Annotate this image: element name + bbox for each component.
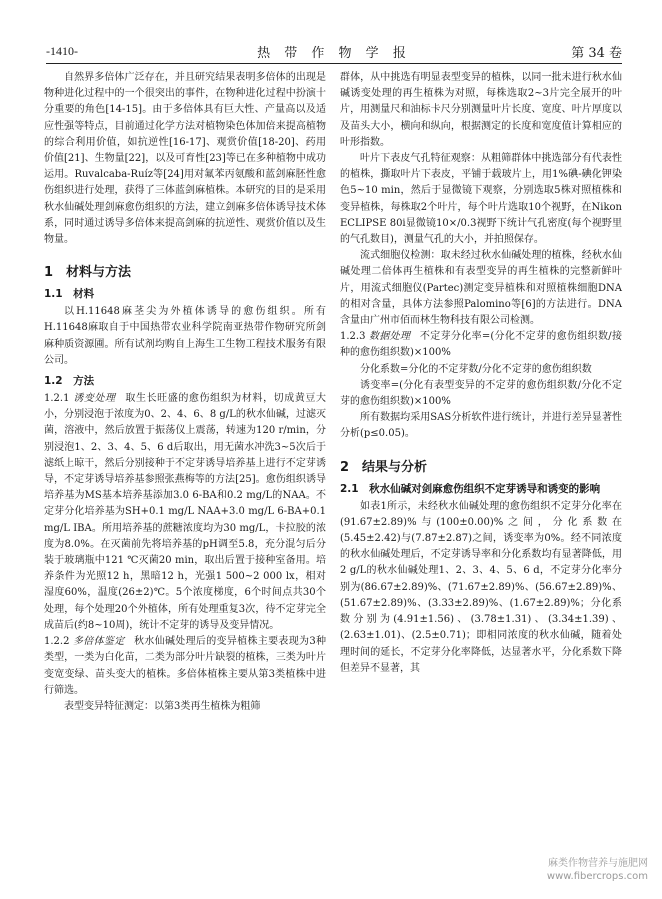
journal-title: 热 带 作 物 学 报 (257, 46, 411, 61)
header-rule (46, 63, 622, 64)
subsection-1-2-3 (340, 329, 622, 361)
subsection-1-2-1-number: 1.2.1 (44, 393, 70, 405)
page-number: -1410- (46, 44, 78, 58)
differentiation-coefficient-formula: 分化系数=分化的不定芽数/分化不定芽的愈伤组织数 (360, 363, 592, 375)
subsection-1-2-1-title: 诱变处理 (73, 393, 116, 405)
subsection-1-2-2 (44, 634, 326, 699)
subsection-1-2-3-number: 1.2.3 (340, 331, 366, 343)
subsection-1-2-1 (44, 391, 326, 634)
materials-paragraph: 以H.11648麻茎尖为外植体诱导的愈伤组织。所有H.11648麻取自于中国热带农业科学院南亚热带作物研究所剑麻种质资源圃。所有试剂均购自上海生工生物工程技术服务有限公司。 (44, 306, 326, 366)
section-1-heading: 1 材料与方法 (44, 265, 132, 281)
mutation-rate-formula: 诱变率=(分化有表型变异的不定芽的愈伤组织数/分化不定芽的愈伤组织数)×100% (340, 379, 622, 408)
watermark-site-name: 麻类作物营养与施肥网 (548, 858, 648, 869)
screening-paragraph: 群体，从中挑选有明显表型变异的植株，以同一批未进行秋水仙碱诱变处理的再生植株为对照，每株选取2~3片完全展开的叶片，用测量尺和油标卡尺分别测量叶片长度、宽度、叶片厚度以及苗头大小，横向和纵向，根据测定的长度和宽度值计算相应的叶形指数。 (340, 72, 622, 148)
subsection-1-2-2-number: 1.2.2 (44, 636, 70, 648)
right-column (340, 70, 622, 677)
polyploid-paragraph: 秋水仙碱处理后的变异植株主要表现为3种类型，一类为白化苗，二类为部分叶片缺裂的植株，三类为叶片变宽变绿、苗头变大的植株。多倍体植株主要从第3类植株中进行筛选。 (44, 636, 326, 696)
results-paragraph: 如表1所示，未经秋水仙碱处理的愈伤组织不定芽分化率在(91.67±2.89)%与(100±0.00)%之间，分化系数在(5.45±2.42)与(7.87±2.87)之间，诱变率为0%。经不同浓度的秋水仙碱处理后，不定芽诱导率和分化系数均有显著降低，用2 g/L的秋水仙碱处理1、2、3、4、5、6 d，不定芽分化率分别为(86.67±2.89)%、(71.67±2.89)%、(56.67±2.89)%、(51.67±2.89)%、(3.33±2.89)%、(1.67±2.89)%；分化系数分别为(4.91±1.56)、(3.78±1.31)、(3.34±1.39)、(2.63±1.01)、(2.5±0.71)；即相同浓度的秋水仙碱，随着处理时间的延长，不定芽分化率降低，达显著水平，分化系数下降但差异不显著，其 (340, 500, 622, 674)
phenotype-paragraph: 表型变异特征测定：以第3类再生植株为粗筛 (64, 700, 261, 712)
subsection-2-1-heading: 2.1 秋水仙碱对剑麻愈伤组织不定芽诱导和诱变的影响 (340, 482, 601, 495)
differentiation-rate-formula: 不定芽分化率=(分化不定芽的愈伤组织数/接种的愈伤组织数)×100% (340, 331, 623, 359)
volume-label: 第 34 卷 (571, 46, 622, 61)
subsection-1-2-2-title: 多倍体鉴定 (72, 636, 125, 648)
flow-cytometry-paragraph: 流式细胞仪检测：取未经过秋水仙碱处理的植株，经秋水仙碱处理二倍体再生植株和有表型变异的再生植株的完整新鲜叶片，用流式细胞仪(Partec)测定变异植株和对照植株细胞DNA的相对含量，具体方法参照Palomino等[6]的方法进行。DNA含量由广州市佰而林生物科技有限公司检测。 (340, 250, 622, 327)
intro-paragraph: 自然界多倍体广泛存在，并且研究结果表明多倍体的出现是物种进化过程中的一个很突出的事件，在物种进化过程中扮演十分重要的角色[14-15]。由于多倍体具有巨大性、产量高以及适应性强等特点，目前通过化学方法对植物染色体加倍来提高植物的综合利用价值，如抗逆性[16-17]、观赏价值[18-20]、药用价值[21]、生物量[22]，以及可育性[23]等已在多种植物中成功运用。Ruvalcaba-Ruíz等[24]用对氟苯丙氨酸和蓝剑麻胚性愈伤组织进行处理，获得了三体蓝剑麻植株。本研究的目的是采用秋水仙碱处理剑麻愈伤组织的方法，建立剑麻多倍体诱导技术体系，同时通过诱导多倍体来提高剑麻的抗逆性、观赏价值以及生物量。 (44, 72, 326, 246)
left-column (44, 70, 326, 715)
watermark (547, 857, 648, 883)
stomata-paragraph: 叶片下表皮气孔特征观察：从粗筛群体中挑选部分有代表性的植株，撕取叶片下表皮，平铺于载玻片上，用1%碘-碘化钾染色5~10 min，然后于显微镜下观察，分别选取5株对照植株和变异植株，每株取2个叶片，每个叶片选取10个视野，在Nikon ECLIPSE 80i显微镜10×/0.3视野下统计气孔密度(每个视野里的气孔数目)，测量气孔的大小，并拍照保存。 (340, 153, 622, 246)
statistics-paragraph: 所有数据均采用SAS分析软件进行统计，并进行差异显著性分析(p≤0.05)。 (340, 412, 622, 440)
watermark-url: www.fibercrops.com (546, 871, 648, 882)
subsection-1-2-heading: 1.2 方法 (44, 375, 95, 388)
subsection-1-2-3-title: 数据处理 (368, 331, 411, 343)
section-2-heading: 2 结果与分析 (340, 459, 428, 475)
mutagenesis-paragraph: 取生长旺盛的愈伤组织为材料，切成黄豆大小，分别浸泡于浓度为0、2、4、6、8 g/L的秋水仙碱，过滤灭菌，溶液中，然后放置于振荡仪上震荡，转速为120 r/min，分别浸泡1、2、3、4、5、6 d后取出，用无菌水冲洗3~5次后于滤纸上晾干，然后分别接种于不定芽诱导培养基上进行不定芽诱导，不定芽诱导培养基参照张燕梅等的方法[25]。愈伤组织诱导培养基为MS基本培养基添加3.0 6-BA和0.2 mg/L的NAA。不定芽分化培养基为SH+0.1 mg/L NAA+3.0 mg/L 6-BA+0.1 mg/L IBA。所用培养基的蔗糖浓度均为30 mg/L，卡拉胶的浓度为8.0%。在灭菌前先将培养基的pH调至5.8，充分混匀后分装于玻璃瓶中121 ℃灭菌20 min，取出后置于接种室备用。培养条件为光照12 h，黑暗12 h，光强1 500~2 000 lx，相对湿度60%，温度(26±2)℃。5个浓度梯度，6个时间点共30个处理，每个处理20个外植体，所有处理重复3次，待不定芽完全成苗后(约8~10周)，统计不定芽的诱导及变异情况。 (44, 393, 327, 631)
page-header (46, 40, 622, 60)
subsection-1-1-heading: 1.1 材料 (44, 288, 95, 301)
